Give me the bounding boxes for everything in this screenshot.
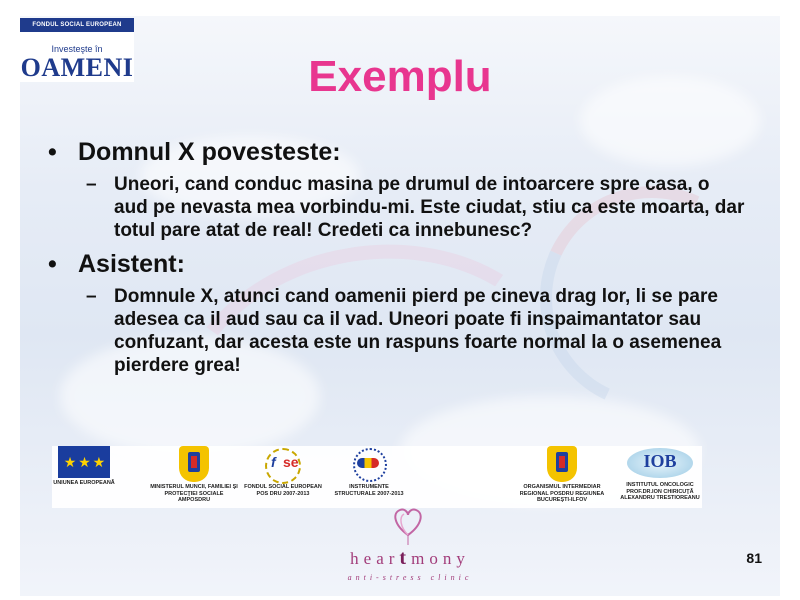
brand-name: heartmony [350, 547, 470, 569]
fse-icon: f se [261, 446, 305, 482]
partner-caption: UNIUNEA EUROPEANĂ [53, 480, 115, 486]
dash-icon: – [86, 174, 97, 195]
partner-caption: ORGANISMUL INTERMEDIAR REGIONAL POSDRU REGIUNEA BUCUREŞTI-ILFOV [519, 484, 605, 503]
structural-instruments-icon [347, 446, 391, 482]
partner-caption: INSTRUMENTE STRUCTURALE 2007-2013 [334, 484, 404, 497]
level2-item [48, 173, 748, 242]
logo-main-text: OAMENI [20, 53, 134, 82]
level1-item [48, 250, 748, 279]
partner-fse [242, 446, 324, 497]
level1-item [48, 138, 748, 167]
partner-logos-strip [52, 446, 702, 508]
section-text: Uneori, cand conduc masina pe drumul de intoarcere spre casa, o aud pe nevasta mea vorbindu-mi. Este ciudat, stiu ca este moarta, dar totul pare atat de real! Credeti ca innebunesc? [114, 174, 745, 241]
section-heading: Asistent: [78, 250, 185, 278]
page-number: 81 [746, 550, 762, 566]
section-heading: Domnul X povesteste: [78, 138, 341, 166]
logo-sub-text: Investeşte în [51, 44, 103, 54]
partner-caption: MINISTERUL MUNCII, FAMILIEI ŞI PROTECŢIEI SOCIALE AMPOSDRU [150, 484, 238, 503]
level2-item [48, 285, 748, 377]
romania-crest-icon [547, 446, 577, 482]
section-text: Domnule X, atunci cand oamenii pierd pe cineva drag lor, li se pare adesea ca il aud sau ca il vad. Uneori poate fi inspaimantator sau confuzant, dar acesta este un raspuns foarte normal la o asemenea pierdere grea! [114, 286, 722, 376]
heart-balloon-icon [388, 505, 428, 545]
bullet-icon: • [48, 250, 57, 278]
partner-oi [512, 446, 612, 504]
partner-eu [52, 446, 116, 487]
iob-icon: IOB [625, 446, 695, 480]
partner-caption: INSTITUTUL ONCOLOGIC PROF.DR.ION CHIRICUŢĂ ALEXANDRU TRESTIOREANU [620, 482, 700, 501]
heartmony-logo [330, 505, 490, 585]
partner-ministry [148, 446, 240, 504]
partner-structural [328, 446, 410, 497]
brand-tagline: anti-stress clinic [347, 573, 473, 582]
section-speaker [48, 138, 748, 242]
romania-crest-icon [179, 446, 209, 482]
bullet-icon: • [48, 138, 57, 166]
slide-title: Exemplu [308, 52, 492, 101]
slide-content [48, 138, 748, 385]
section-assistant [48, 250, 748, 377]
partner-caption: FONDUL SOCIAL EUROPEAN POS DRU 2007-2013 [244, 484, 322, 497]
partner-iob [618, 446, 702, 502]
logo-bar-text: FONDUL SOCIAL EUROPEAN [20, 18, 134, 32]
dash-icon: – [86, 286, 97, 307]
eu-flag-icon: ★ ★ ★ [58, 446, 110, 478]
